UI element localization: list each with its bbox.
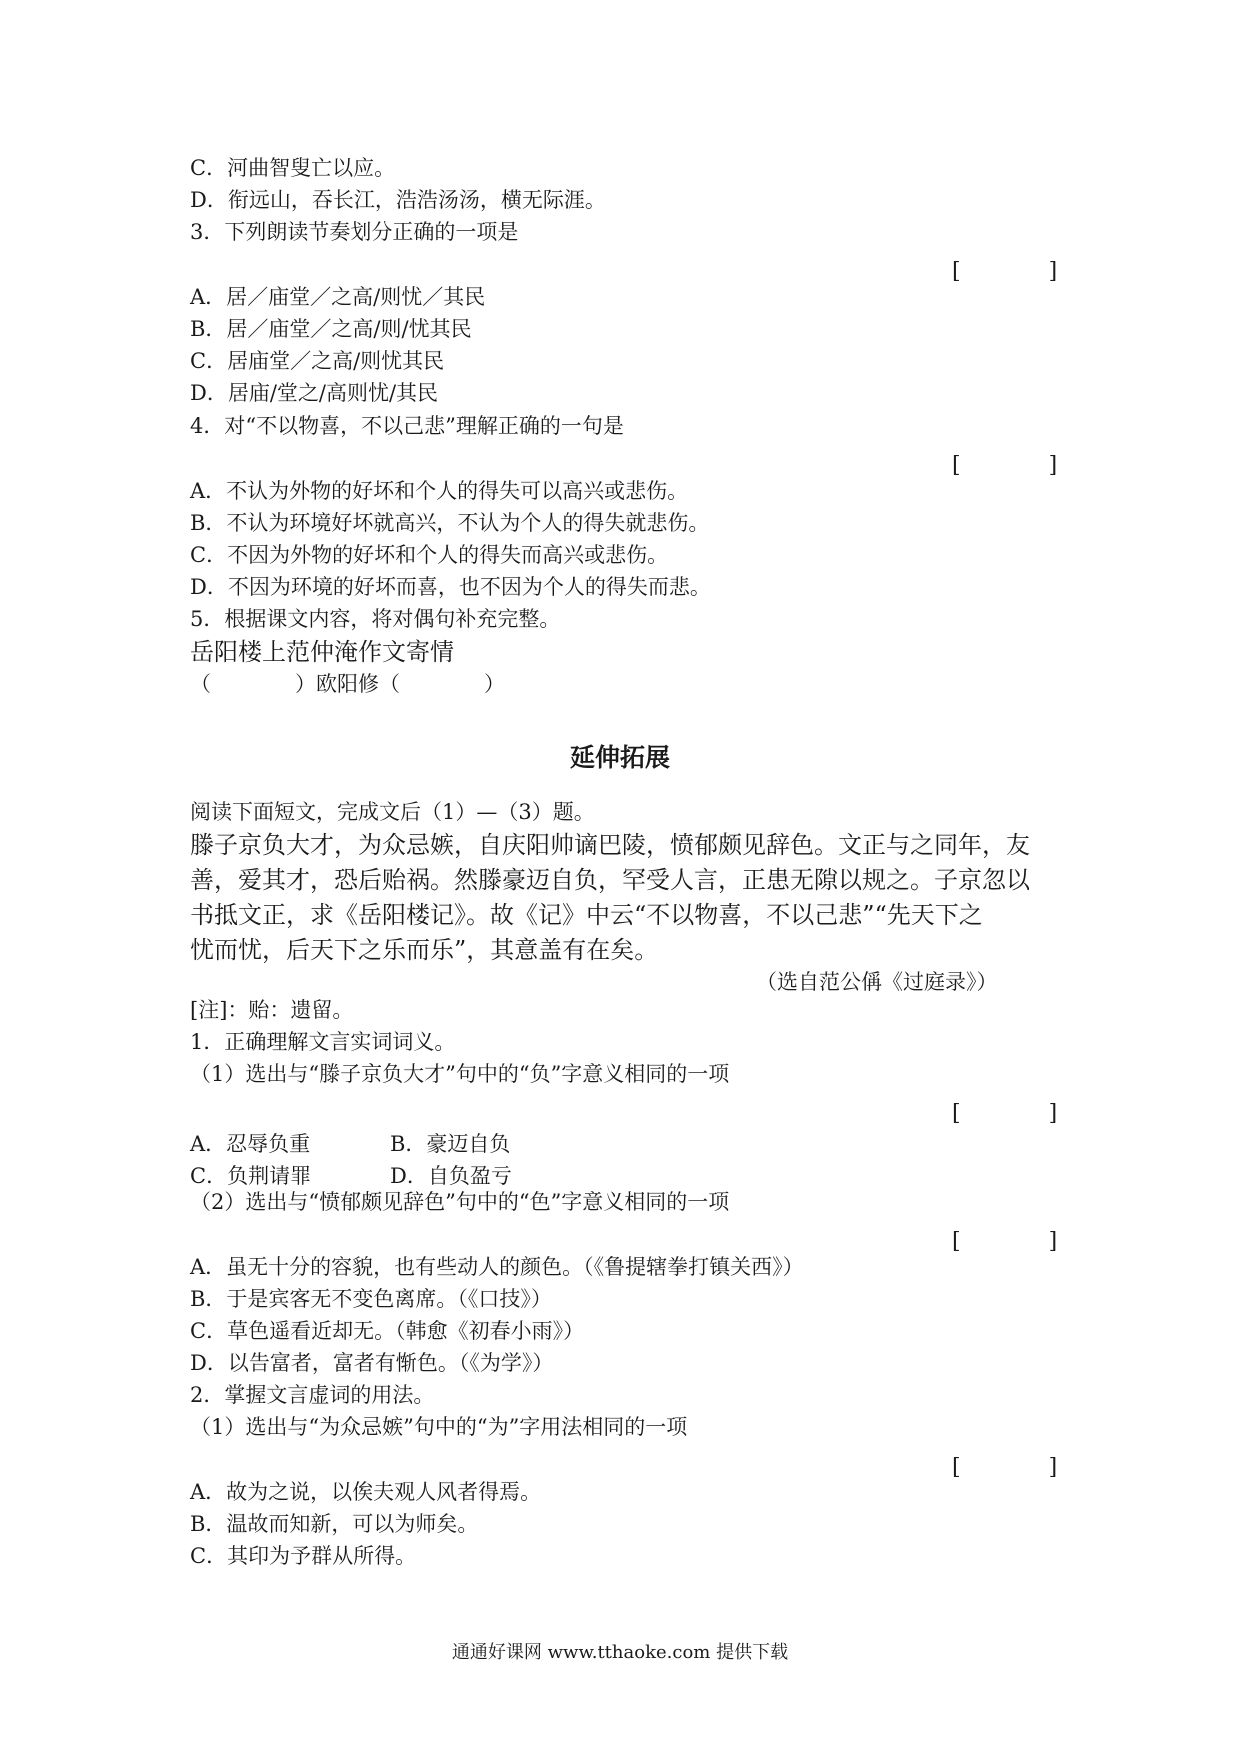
option-line: A．故为之说，以俟夫观人风者得焉。 (190, 1480, 542, 1504)
option-line: B．温故而知新，可以为师矣。 (190, 1512, 479, 1536)
section-title: 延伸拓展 (569, 743, 670, 772)
question-stem: 4．对“不以物喜，不以己悲”理解正确的一句是 (190, 414, 624, 438)
note: [注]：贻：遗留。 (190, 998, 354, 1022)
option-d: D．自负盈亏 (390, 1164, 512, 1188)
answer-bracket[interactable]: [ ] (952, 1229, 1058, 1254)
answer-bracket[interactable]: [ ] (952, 1101, 1058, 1126)
question-stem: 3．下列朗读节奏划分正确的一项是 (190, 220, 519, 244)
option-line: A．虽无十分的容貌，也有些动人的颜色。（《鲁提辖拳打镇关西》） (190, 1255, 804, 1279)
option-line: C．河曲智叟亡以应。 (190, 156, 396, 180)
sub-question-stem: （1）选出与“滕子京负大才”句中的“负”字意义相同的一项 (190, 1062, 730, 1086)
option-line: C．不因为外物的好坏和个人的得失而高兴或悲伤。 (190, 543, 669, 567)
option-line: A．不认为外物的好坏和个人的得失可以高兴或悲伤。 (190, 479, 689, 503)
option-line: C．其印为予群从所得。 (190, 1544, 417, 1568)
question-stem: 1．正确理解文言实词词义。 (190, 1030, 456, 1054)
option-row (190, 1128, 511, 1158)
question-stem: 5．根据课文内容，将对偶句补充完整。 (190, 607, 561, 631)
passage-line: 书抵文正，求《岳阳楼记》。故《记》中云“不以物喜，不以己悲”“先天下之 (190, 901, 983, 929)
answer-bracket[interactable]: [ ] (952, 453, 1058, 478)
couplet-line: 岳阳楼上范仲淹作文寄情 (190, 638, 454, 666)
sub-question-stem: （2）选出与“愤郁颇见辞色”句中的“色”字意义相同的一项 (190, 1190, 730, 1214)
option-b: B．豪迈自负 (390, 1132, 511, 1156)
option-row (190, 1160, 512, 1190)
passage-line: 忧而忧，后天下之乐而乐”，其意盖有在矣。 (190, 936, 659, 964)
option-line: D．以告富者，富者有惭色。（《为学》） (190, 1351, 554, 1375)
option-line: C．居庙堂／之高/则忧其民 (190, 349, 445, 373)
couplet-blank-line[interactable]: （ ）欧阳修（ ） (190, 672, 505, 696)
sub-question-stem: （1）选出与“为众忌嫉”句中的“为”字用法相同的一项 (190, 1415, 688, 1439)
option-line: B．于是宾客无不变色离席。（《口技》） (190, 1287, 552, 1311)
passage-line: 滕子京负大才，为众忌嫉，自庆阳帅谪巴陵，愤郁颇见辞色。文正与之同年，友 (190, 831, 1030, 859)
passage-line: 善，爱其才，恐后贻祸。然滕豪迈自负，罕受人言，正患无隙以规之。子京忽以 (190, 866, 1030, 894)
option-line: A．居／庙堂／之高/则忧／其民 (190, 285, 486, 309)
option-line: D．不因为环境的好坏而喜，也不因为个人的得失而悲。 (190, 575, 711, 599)
reading-intro: 阅读下面短文，完成文后（1）—（3）题。 (190, 800, 595, 824)
option-a: A．忍辱负重 (190, 1132, 311, 1156)
option-line: D．居庙/堂之/高则忧/其民 (190, 381, 439, 405)
passage-source: （选自范公偁《过庭录》） (756, 970, 998, 994)
option-line: D．衔远山，吞长江，浩浩汤汤，横无际涯。 (190, 188, 606, 212)
option-c: C．负荆请罪 (190, 1164, 312, 1188)
answer-bracket[interactable]: [ ] (952, 1455, 1058, 1480)
page-footer: 通通好课网 www.tthaoke.com 提供下载 (451, 1642, 789, 1663)
option-line: C．草色遥看近却无。（韩愈《初春小雨》） (190, 1319, 585, 1343)
answer-bracket[interactable]: [ ] (952, 259, 1058, 284)
question-stem: 2．掌握文言虚词的用法。 (190, 1383, 435, 1407)
option-line: B．居／庙堂／之高/则/忧其民 (190, 317, 472, 341)
option-line: B．不认为环境好坏就高兴，不认为个人的得失就悲伤。 (190, 511, 710, 535)
